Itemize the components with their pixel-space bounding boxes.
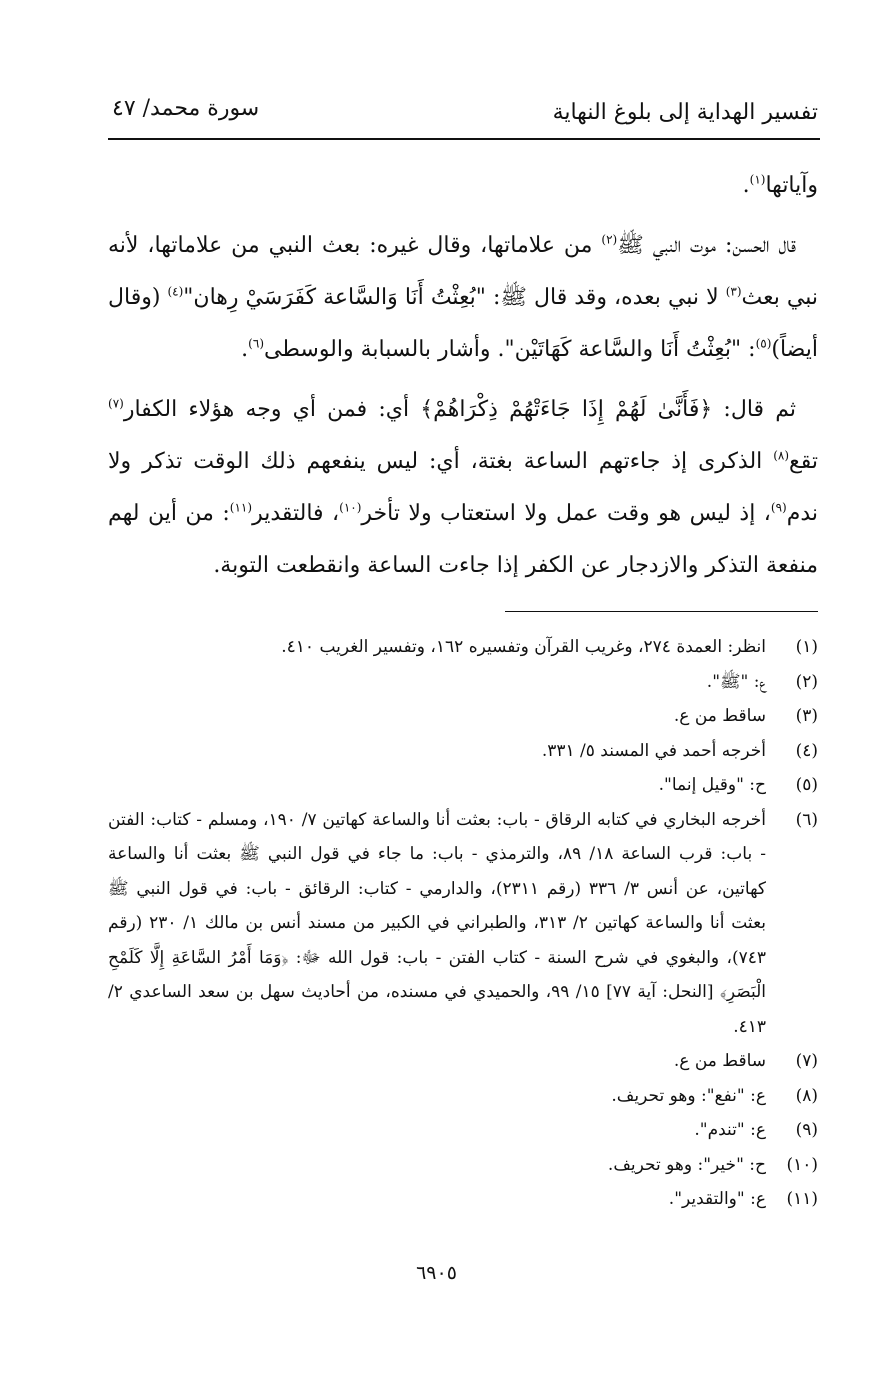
footnote-number: (٦) [795, 809, 818, 830]
paragraph-3 [108, 384, 818, 592]
footnote-text: انظر: العمدة ٢٧٤، وغريب القرآن وتفسيره ١٦٢، وتفسير الغريب ٤١٠. [281, 637, 766, 657]
footnote-item [108, 1182, 818, 1217]
footnotes [108, 630, 818, 1217]
footnote-ref[interactable]: (٥) [755, 336, 772, 351]
text-run: ثم قال: ﴿فَأَنَّىٰ لَهُمْ إِذَا جَاءَتْهُمْ ذِكْرَاهُمْ﴾ أي: فمن أي وجه هؤلاء الكفار [123, 397, 796, 422]
footnote-number: (٩) [795, 1120, 818, 1140]
footnote-text: ع: "نفع": وهو تحريف. [611, 1085, 766, 1106]
footnote-text: ساقط من ع. [673, 1051, 766, 1071]
footnote-item [108, 1044, 818, 1079]
book-title: تفسير الهداية إلى بلوغ النهاية [552, 100, 818, 125]
footnote-item [108, 734, 818, 769]
footnote-item [108, 803, 818, 1045]
footnote-number: (٧) [795, 1051, 818, 1071]
footnote-item [108, 630, 818, 665]
running-header [112, 96, 818, 136]
footnote-item [108, 1113, 818, 1148]
footnote-text: ح: "وقيل إنما". [658, 775, 766, 795]
footnote-ref[interactable]: (١) [749, 172, 766, 187]
footnote-ref[interactable]: (٣) [725, 284, 742, 299]
footnote-ref[interactable]: (١١) [229, 500, 253, 515]
paragraph-2 [108, 220, 818, 376]
page-number: ٦٩٠٥ [416, 1262, 457, 1284]
text-run: قال الحسن: موت النبي ﷺ [617, 233, 797, 258]
text-run: : "بُعِثْتُ أَنَا والسَّاعة كَهَاتَيْن". وأشار بالسبابة والوسطى [264, 337, 756, 362]
text-run: . [241, 337, 249, 362]
footnote-item [108, 768, 818, 803]
header-rule [108, 138, 820, 140]
footnote-text: أخرجه البخاري في كتابه الرقاق - باب: بعثت أنا والساعة كهاتين ٧/ ١٩٠، ومسلم - كتاب: الفتن - باب: قرب الساعة ١٨/ ٨٩، والترمذي - باب: ما جاء في قول النبي ﷺ بعثت أنا والساعة كهاتين، عن أنس ٣/ ٣٣٦ (رقم ٢٣١١)، والدارمي - كتاب: الرقائق - باب: في قول النبي ﷺ بعثت أنا والساعة كهاتين ٢/ ٣١٣، والطبراني في الكبير من مسند أنس بن مالك ١/ ٢٣٠ (رقم ٧٤٣)، والبغوي في شرح السنة - كتاب الفتن - باب: قول الله ﷻ: ﴿وَمَا أَمْرُ السَّاعَةِ إِلَّا كَلَمْحِ الْبَصَرِ﴾ [النحل: آية ٧٧] ١٥/ ٩٩، والحميدي في مسنده، من أحاديث سهل بن سعد الساعدي ٢/ ٤١٣. [108, 809, 766, 1037]
footnote-item [108, 699, 818, 734]
footnote-item [108, 665, 818, 700]
footnote-ref[interactable]: (١٠) [339, 500, 362, 515]
text-run: : من أين لهم منفعة التذكر والازدجار عن الكفر إذا جاءت الساعة وانقطعت التوبة. [108, 501, 818, 578]
footnote-text: ع: "والتقدير". [668, 1189, 766, 1209]
text-run: . [742, 173, 750, 198]
footnote-ref[interactable]: (٤) [167, 284, 184, 299]
text-run: لا نبي بعده، وقد قال ﷺ: "بُعِثْتُ أَنَا وَالسَّاعة كَفَرَسَيْ رِهان" [183, 285, 726, 310]
footnote-number: (٥) [795, 775, 818, 795]
footnote-ref[interactable]: (٨) [773, 448, 790, 463]
text-run: (وقال أيضاً) [108, 285, 818, 362]
footnote-text: أخرجه أحمد في المسند ٥/ ٣٣١. [541, 740, 766, 761]
footnote-number: (٣) [795, 706, 818, 726]
footnote-item [108, 1079, 818, 1114]
footnote-number: (٤) [795, 740, 818, 761]
surah-reference: سورة محمد/ ٤٧ [112, 96, 260, 121]
main-text [108, 160, 818, 600]
text-run: الذكرى إذ جاءتهم الساعة بغتة، أي: ليس ينفعهم ذلك الوقت تذكر ولا ندم [108, 449, 819, 526]
text-run: تقع [789, 449, 818, 474]
footnote-ref[interactable]: (٦) [248, 336, 264, 351]
footnote-text: ساقط من ع. [673, 706, 766, 726]
text-run: ، إذ ليس هو وقت عمل ولا استعتاب ولا تأخر [361, 501, 771, 526]
footnote-ref[interactable]: (٢) [601, 232, 618, 247]
footnote-ref[interactable]: (٧) [108, 396, 124, 411]
footnote-text: ع: "تندم". [694, 1120, 766, 1140]
text-run: ، فالتقدير [252, 501, 340, 526]
footnote-number: (٨) [795, 1085, 818, 1106]
footnote-text: ح: "خير": وهو تحريف. [607, 1154, 766, 1175]
footnote-number: (١١) [786, 1189, 818, 1209]
footnote-ref[interactable]: (٩) [770, 500, 787, 515]
text-run: وآياتها [765, 173, 818, 198]
paragraph-1 [108, 160, 818, 212]
footnote-separator [505, 611, 818, 612]
footnote-number: (١٠) [786, 1154, 818, 1175]
footnote-item [108, 1148, 818, 1183]
footnote-number: (١) [795, 637, 818, 657]
footnote-number: (٢) [795, 671, 818, 692]
text-run: من علاماتها، وقال غيره: بعث النبي من علاماتها، لأنه نبي بعث [108, 233, 818, 310]
footnote-text: ع: "ﷺ". [706, 671, 766, 692]
